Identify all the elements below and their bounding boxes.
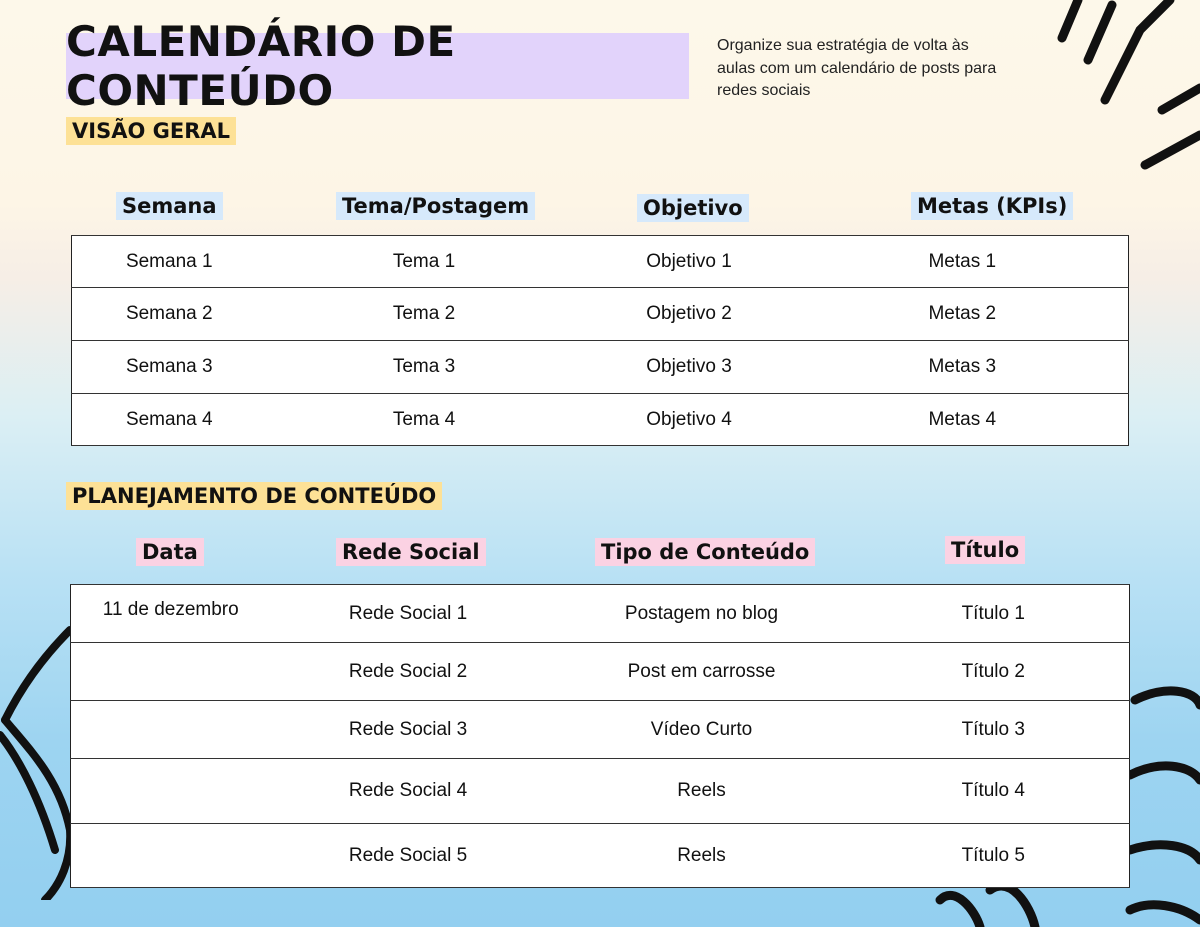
table-cell: Rede Social 1 xyxy=(271,585,546,643)
page-title: CALENDÁRIO DE CONTEÚDO xyxy=(66,17,456,115)
table-cell: Tema 1 xyxy=(267,236,582,288)
table-cell: Postagem no blog xyxy=(546,585,858,643)
table-row xyxy=(71,701,1130,759)
table-cell: Rede Social 4 xyxy=(271,759,546,824)
table-row xyxy=(71,824,1130,888)
planning-table xyxy=(70,584,1130,888)
table-cell: Metas 2 xyxy=(797,288,1129,341)
table-cell: Título 4 xyxy=(858,759,1130,824)
table-cell: Tema 4 xyxy=(267,394,582,446)
table-row xyxy=(72,288,1129,341)
table-cell: Rede Social 3 xyxy=(271,701,546,759)
table-cell: Semana 3 xyxy=(72,341,267,394)
table-cell: Post em carrosse xyxy=(546,643,858,701)
planning-col-tipo: Tipo de Conteúdo xyxy=(595,538,815,566)
table-cell: Metas 4 xyxy=(797,394,1129,446)
table-row xyxy=(71,759,1130,824)
overview-col-metas: Metas (KPIs) xyxy=(911,192,1073,220)
overview-col-objetivo: Objetivo xyxy=(637,194,749,222)
table-row xyxy=(72,236,1129,288)
table-cell: Objetivo 1 xyxy=(582,236,797,288)
overview-col-tema: Tema/Postagem xyxy=(336,192,535,220)
table-cell: Semana 1 xyxy=(72,236,267,288)
title-highlight xyxy=(66,17,689,115)
table-cell: Objetivo 2 xyxy=(582,288,797,341)
table-cell xyxy=(71,701,271,759)
planning-col-titulo: Título xyxy=(945,536,1025,564)
table-cell: 11 de dezembro xyxy=(71,585,271,643)
planning-col-data: Data xyxy=(136,538,204,566)
planning-col-rede-social: Rede Social xyxy=(336,538,486,566)
table-cell: Título 1 xyxy=(858,585,1130,643)
table-cell: Semana 4 xyxy=(72,394,267,446)
table-cell xyxy=(71,643,271,701)
table-cell: Objetivo 3 xyxy=(582,341,797,394)
table-cell: Metas 1 xyxy=(797,236,1129,288)
table-cell xyxy=(71,824,271,888)
overview-col-semana: Semana xyxy=(116,192,223,220)
table-cell: Reels xyxy=(546,759,858,824)
table-cell: Reels xyxy=(546,824,858,888)
table-row xyxy=(71,643,1130,701)
table-cell: Vídeo Curto xyxy=(546,701,858,759)
brush-stroke-top-right xyxy=(1020,0,1200,180)
table-cell: Metas 3 xyxy=(797,341,1129,394)
table-cell: Objetivo 4 xyxy=(582,394,797,446)
planning-section-label: PLANEJAMENTO DE CONTEÚDO xyxy=(66,482,442,510)
table-cell xyxy=(71,759,271,824)
intro-text: Organize sua estratégia de volta às aulas com um calendário de posts para redes sociais xyxy=(717,37,997,99)
table-cell: Título 2 xyxy=(858,643,1130,701)
table-cell: Tema 2 xyxy=(267,288,582,341)
table-cell: Tema 3 xyxy=(267,341,582,394)
table-cell: Título 5 xyxy=(858,824,1130,888)
table-row xyxy=(71,585,1130,643)
table-cell: Rede Social 5 xyxy=(271,824,546,888)
table-row xyxy=(72,341,1129,394)
table-cell: Semana 2 xyxy=(72,288,267,341)
overview-table xyxy=(71,235,1129,446)
table-cell: Título 3 xyxy=(858,701,1130,759)
table-cell: Rede Social 2 xyxy=(271,643,546,701)
table-row xyxy=(72,394,1129,446)
overview-section-label: VISÃO GERAL xyxy=(66,117,236,145)
